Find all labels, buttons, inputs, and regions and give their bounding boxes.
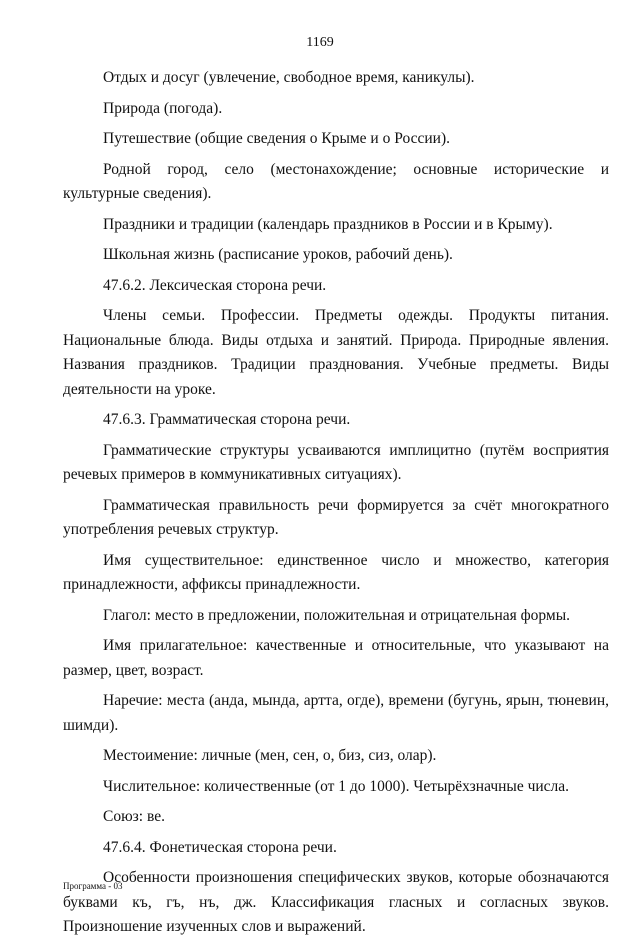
document-body [63,66,609,940]
paragraph-holidays: Праздники и традиции (календарь праздников в России и в Крыму). [103,215,553,233]
paragraph-hometown: Родной город, село (местонахождение; основные исторические и культурные сведения). [63,160,609,202]
paragraph-conjunction: Союз: ве. [103,808,165,825]
section-heading-lexical: 47.6.2. Лексическая сторона речи. [103,276,327,294]
paragraph-adverb: Наречие: места (анда, мында, артта, огде), времени (бугунь, ярын, тюневин, шимди). [63,692,609,734]
paragraph-lexical-topics: Члены семьи. Профессии. Предметы одежды. Продукты питания. Национальные блюда. Виды отдыха и занятий. Природа. Природные явления. Названия праздников. Традиции празднования. Учебные предметы. Виды деятельности на уроке. [63,307,609,398]
paragraph-travel: Путешествие (общие сведения о Крыме и о России). [103,130,450,147]
paragraph-leisure: Отдых и досуг (увлечение, свободное время, каникулы). [103,69,475,86]
section-heading-grammar: 47.6.3. Грамматическая сторона речи. [103,411,351,428]
page-number: 1169 [306,35,334,50]
paragraph-numeral: Числительное: количественные (от 1 до 1000). Четырёхзначные числа. [103,777,570,795]
paragraph-grammar-structures: Грамматические структуры усваиваются имплицитно (путём восприятия речевых примеров в коммуникативных ситуациях). [63,441,609,483]
paragraph-adjective: Имя прилагательное: качественные и относительные, что указывают на размер, цвет, возраст. [63,637,609,679]
paragraph-verb: Глагол: место в предложении, положительная и отрицательная формы. [103,606,571,624]
paragraph-noun: Имя существительное: единственное число и множество, категория принадлежности, аффиксы принадлежности. [63,551,609,593]
paragraph-grammar-correctness: Грамматическая правильность речи формируется за счёт многократного употребления речевых структур. [63,496,609,538]
paragraph-nature: Природа (погода). [103,99,223,117]
section-heading-phonetics: 47.6.4. Фонетическая сторона речи. [103,838,337,856]
paragraph-school-life: Школьная жизнь (расписание уроков, рабочий день). [103,246,453,263]
paragraph-pronoun: Местоимение: личные (мен, сен, о, биз, сиз, олар). [103,747,437,764]
paragraph-pronunciation: Особенности произношения специфических звуков, которые обозначаются буквами къ, гъ, нъ, дж. Классификация гласных и согласных звуков. Произношение изученных слов и выражений. [63,869,609,935]
page-footer: Программа - 03 [63,881,123,891]
